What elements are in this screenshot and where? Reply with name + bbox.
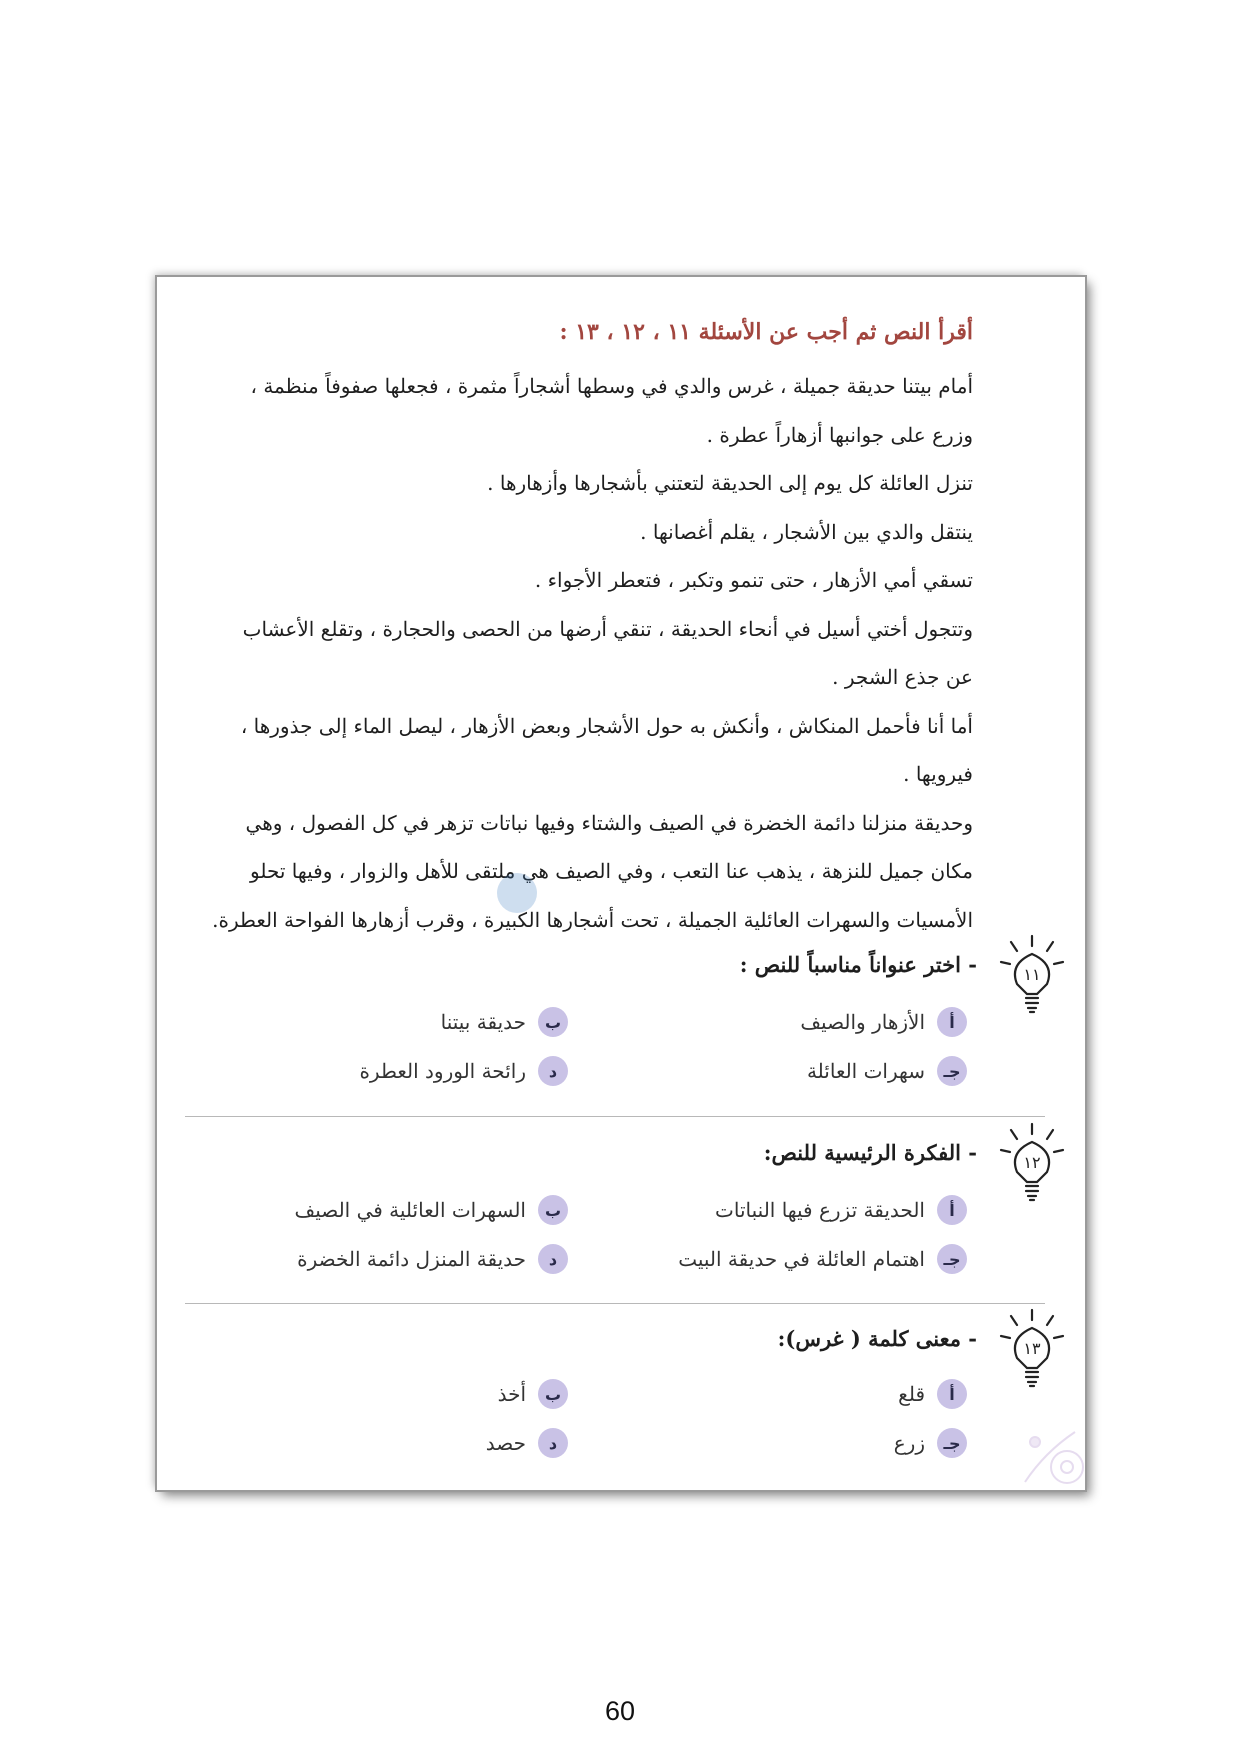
option-letter-badge: د bbox=[538, 1428, 568, 1458]
passage-line: أمام بيتنا حديقة جميلة ، غرس والدي في وسطها أشجاراً مثمرة ، فجعلها صفوفاً منظمة ، bbox=[250, 374, 973, 398]
question-number: ١٢ bbox=[1023, 1153, 1041, 1172]
option-a[interactable] bbox=[715, 1195, 967, 1225]
option-letter-badge: ب bbox=[538, 1379, 568, 1409]
passage-line: وزرع على جوانبها أزهاراً عطرة . bbox=[706, 422, 973, 447]
option-text: زرع bbox=[893, 1431, 925, 1455]
option-text: الأزهار والصيف bbox=[800, 1010, 925, 1034]
option-d[interactable] bbox=[359, 1056, 568, 1086]
question-text: - الفكرة الرئيسية للنص: bbox=[763, 1140, 977, 1165]
passage-line: تنزل العائلة كل يوم إلى الحديقة لتعتني بأشجارها وأزهارها . bbox=[487, 471, 973, 495]
passage-line: أما أنا فأحمل المنكاش ، وأنكش به حول الأشجار وبعض الأزهار ، ليصل الماء إلى جذورها ، bbox=[240, 713, 973, 738]
option-a[interactable] bbox=[800, 1007, 967, 1037]
option-text: رائحة الورود العطرة bbox=[359, 1059, 526, 1083]
question-text: - معنى كلمة ( غرس): bbox=[777, 1326, 977, 1351]
option-b[interactable] bbox=[441, 1007, 568, 1037]
passage-line: تسقي أمي الأزهار ، حتى تنمو وتكبر ، فتعطر الأجواء . bbox=[534, 568, 973, 592]
option-text: حصد bbox=[485, 1431, 526, 1455]
passage-line: ينتقل والدي بين الأشجار ، يقلم أغصانها . bbox=[640, 519, 973, 544]
option-b[interactable] bbox=[294, 1195, 568, 1225]
page-number: 60 bbox=[604, 1696, 636, 1726]
option-letter-badge: جـ bbox=[937, 1056, 967, 1086]
passage-line: فيرويها . bbox=[903, 762, 973, 786]
option-b[interactable] bbox=[498, 1379, 568, 1409]
worksheet-card bbox=[157, 277, 1085, 1490]
option-text: أخذ bbox=[497, 1382, 526, 1406]
passage-line: مكان جميل للنزهة ، يذهب عنا التعب ، وفي الصيف هي ملتقى للأهل والزوار ، وفيها تحلو bbox=[250, 859, 973, 883]
option-text: قلع bbox=[898, 1382, 925, 1406]
option-text: الحديقة تزرع فيها النباتات bbox=[715, 1198, 925, 1222]
passage-line: وحديقة منزلنا دائمة الخضرة في الصيف والشتاء وفيها نباتات تزهر في كل الفصول ، وهي bbox=[245, 810, 973, 835]
option-text: حديقة المنزل دائمة الخضرة bbox=[297, 1247, 526, 1271]
divider bbox=[185, 1116, 1045, 1117]
option-letter-badge: أ bbox=[937, 1007, 967, 1037]
option-c[interactable] bbox=[807, 1056, 967, 1086]
option-d[interactable] bbox=[297, 1244, 568, 1274]
watermark-logo bbox=[497, 867, 727, 917]
option-text: اهتمام العائلة في حديقة البيت bbox=[678, 1247, 925, 1271]
option-letter-badge: ب bbox=[538, 1195, 568, 1225]
option-letter-badge: د bbox=[538, 1056, 568, 1086]
option-text: حديقة بيتنا bbox=[440, 1010, 526, 1034]
option-letter-badge: جـ bbox=[937, 1428, 967, 1458]
option-letter-badge: أ bbox=[937, 1195, 967, 1225]
option-text: سهرات العائلة bbox=[806, 1059, 925, 1083]
question-number: ١٣ bbox=[1023, 1339, 1041, 1358]
instruction-heading: أقرأ النص ثم أجب عن الأسئلة ١١ ، ١٢ ، ١٣ : bbox=[559, 319, 973, 345]
lightbulb-icon bbox=[997, 932, 1067, 1022]
passage-line: عن جذع الشجر . bbox=[832, 665, 973, 689]
option-letter-badge: د bbox=[538, 1244, 568, 1274]
option-text: السهرات العائلية في الصيف bbox=[294, 1198, 526, 1222]
option-c[interactable] bbox=[894, 1428, 967, 1458]
option-c[interactable] bbox=[678, 1244, 967, 1274]
passage-line: الأمسيات والسهرات العائلية الجميلة ، تحت أشجارها الكبيرة ، وقرب أزهارها الفواحة العطرة. bbox=[212, 907, 973, 932]
decorative-swirl-icon bbox=[1015, 1412, 1085, 1490]
option-letter-badge: جـ bbox=[937, 1244, 967, 1274]
passage-line: وتتجول أختي أسيل في أنحاء الحديقة ، تنقي أرضها من الحصى والحجارة ، وتقلع الأعشاب bbox=[242, 616, 973, 641]
option-d[interactable] bbox=[486, 1428, 568, 1458]
watermark-circle-icon bbox=[497, 873, 537, 913]
question-text: - اختر عنواناً مناسباً للنص : bbox=[739, 952, 977, 977]
option-letter-badge: أ bbox=[937, 1379, 967, 1409]
lightbulb-icon bbox=[997, 1120, 1067, 1210]
option-a[interactable] bbox=[898, 1379, 967, 1409]
divider bbox=[185, 1303, 1045, 1304]
option-letter-badge: ب bbox=[538, 1007, 568, 1037]
question-number: ١١ bbox=[1023, 965, 1041, 984]
reading-passage bbox=[193, 362, 973, 944]
lightbulb-icon bbox=[997, 1306, 1067, 1396]
